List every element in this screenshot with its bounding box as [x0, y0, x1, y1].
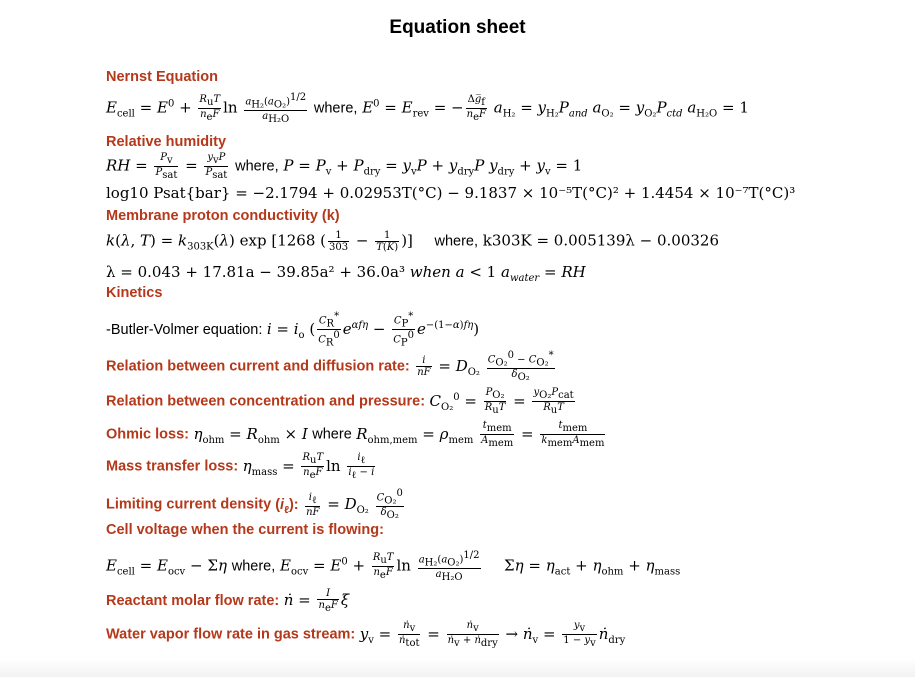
ohmic-equation: Ohmic loss: $\eta_{ohm} = R_{ohm} \times I$ where $R_{ohm,mem} = \rho_{mem}$ $\frac{t_{mem}}{A_{mem}}$ = $\frac{t_{mem}}{k_{mem}A_{mem}}$: [106, 420, 605, 449]
rh-equation: RH = $\frac{P_v}{P_{sat}}$ = $\frac{y_vP}{P_{sat}}$ where, $P = P_v + P_{dry} = y_vP + y_{dry}P$ $y_{dry} + y_v = 1$: [106, 152, 583, 181]
reactant-flow-equation: Reactant molar flow rate: ṅ = $\frac{I}{n_eF}$ ξ: [106, 588, 350, 614]
membrane-heading: Membrane proton conductivity (k): [106, 208, 340, 224]
page-bottom-edge: [0, 659, 915, 677]
rh-heading: Relative humidity: [106, 134, 227, 150]
cell-voltage-heading: Cell voltage when the current is flowing:: [106, 522, 384, 538]
psat-equation: log10 Psat{bar} = −2.1794 + 0.02953T(°C) − 9.1837 × 10⁻⁵T(°C)² + 1.4454 × 10⁻⁷T(°C)³: [106, 184, 796, 202]
where-label: where,: [313, 100, 358, 117]
kinetics-heading: Kinetics: [106, 285, 163, 301]
diffusion-equation: Relation between current and diffusion rate: $\frac{i}{nF}$ = $D_{O_2}$ $\frac{C_{O_2}^0 - C_{O_2}^*}{\delta_{O_2}}$: [106, 350, 554, 384]
lambda-equation: λ = 0.043 + 17.81a − 39.85a² + 36.0a³ when a < 1 $a_{water}$ = RH: [106, 263, 586, 284]
butler-volmer-equation: -Butler-Volmer equation: $i = i_o$ ( $\frac{C_R^*}{C_R^0}$ $e^{\alpha f\eta}$ − $\frac{C_P^*}{C_P^0}$ $e^{-(1-\alpha)f\eta}$): [106, 311, 480, 349]
page-title: Equation sheet: [389, 17, 526, 38]
limiting-current-equation: Limiting current density $(i_\ell)$: $\frac{i_\ell}{nF}$ = $D_{O_2}$ $\frac{C_{O_2}^0}{\delta_{O_2}}$: [106, 488, 403, 522]
mass-transfer-equation: Mass transfer loss: $\eta_{mass}$ = $\frac{R_uT}{n_eF}$ ln $\frac{i_\ell}{i_\ell - i}$: [106, 452, 375, 481]
cell-voltage-equation: $E_{cell} = E_{ocv} - \Sigma\eta$ where, $E_{ocv} = E^0$ + $\frac{R_uT}{n_eF}$ ln $\frac{a_{H_2}(a_{O_2})^{1/2}}{a_{H_2O}}$ $\Sigma\eta = \eta_{act} + \eta_{ohm} + \eta_{mass}$: [106, 550, 681, 584]
nernst-equation: $E_{cell} = E^0$ + $\frac{R_uT}{n_eF}$ ln $\frac{a_{H_2}(a_{O_2})^{1/2}}{a_{H_2O}}$ where, $E^0 = E_{rev}$ = − $\frac{\Delta g̅_f}{n_eF}$ $a_{H_2} = y_{H_2}P_{and}$ $a_{O_2} = y_{O_2}P_{ctd}$ $a_{H_2O} = 1$: [106, 92, 749, 126]
nernst-heading: Nernst Equation: [106, 69, 218, 85]
water-vapor-equation: Water vapor flow rate in gas stream: $y_v$ = $\frac{ṅ_v}{ṅ_{tot}}$ = $\frac{ṅ_v}{ṅ_v + ṅ_{dry}}$ → ṅ$_v$ = $\frac{y_v}{1 - y_v}$ ṅ$_{dry}$: [106, 620, 626, 649]
concentration-equation: Relation between concentration and pressure: $C_{O_2}^0$ = $\frac{P_{O_2}}{R_uT}$ = $\frac{y_{O_2}P_{cat}}{R_uT}$: [106, 387, 574, 416]
conductivity-equation: k(λ, $T) = k_{303K}(\lambda)$ exp [1268 ( $\frac{1}{303}$ − $\frac{1}{T(K)}$ )] where, k303K = 0.005139λ − 0.00326: [106, 230, 720, 253]
